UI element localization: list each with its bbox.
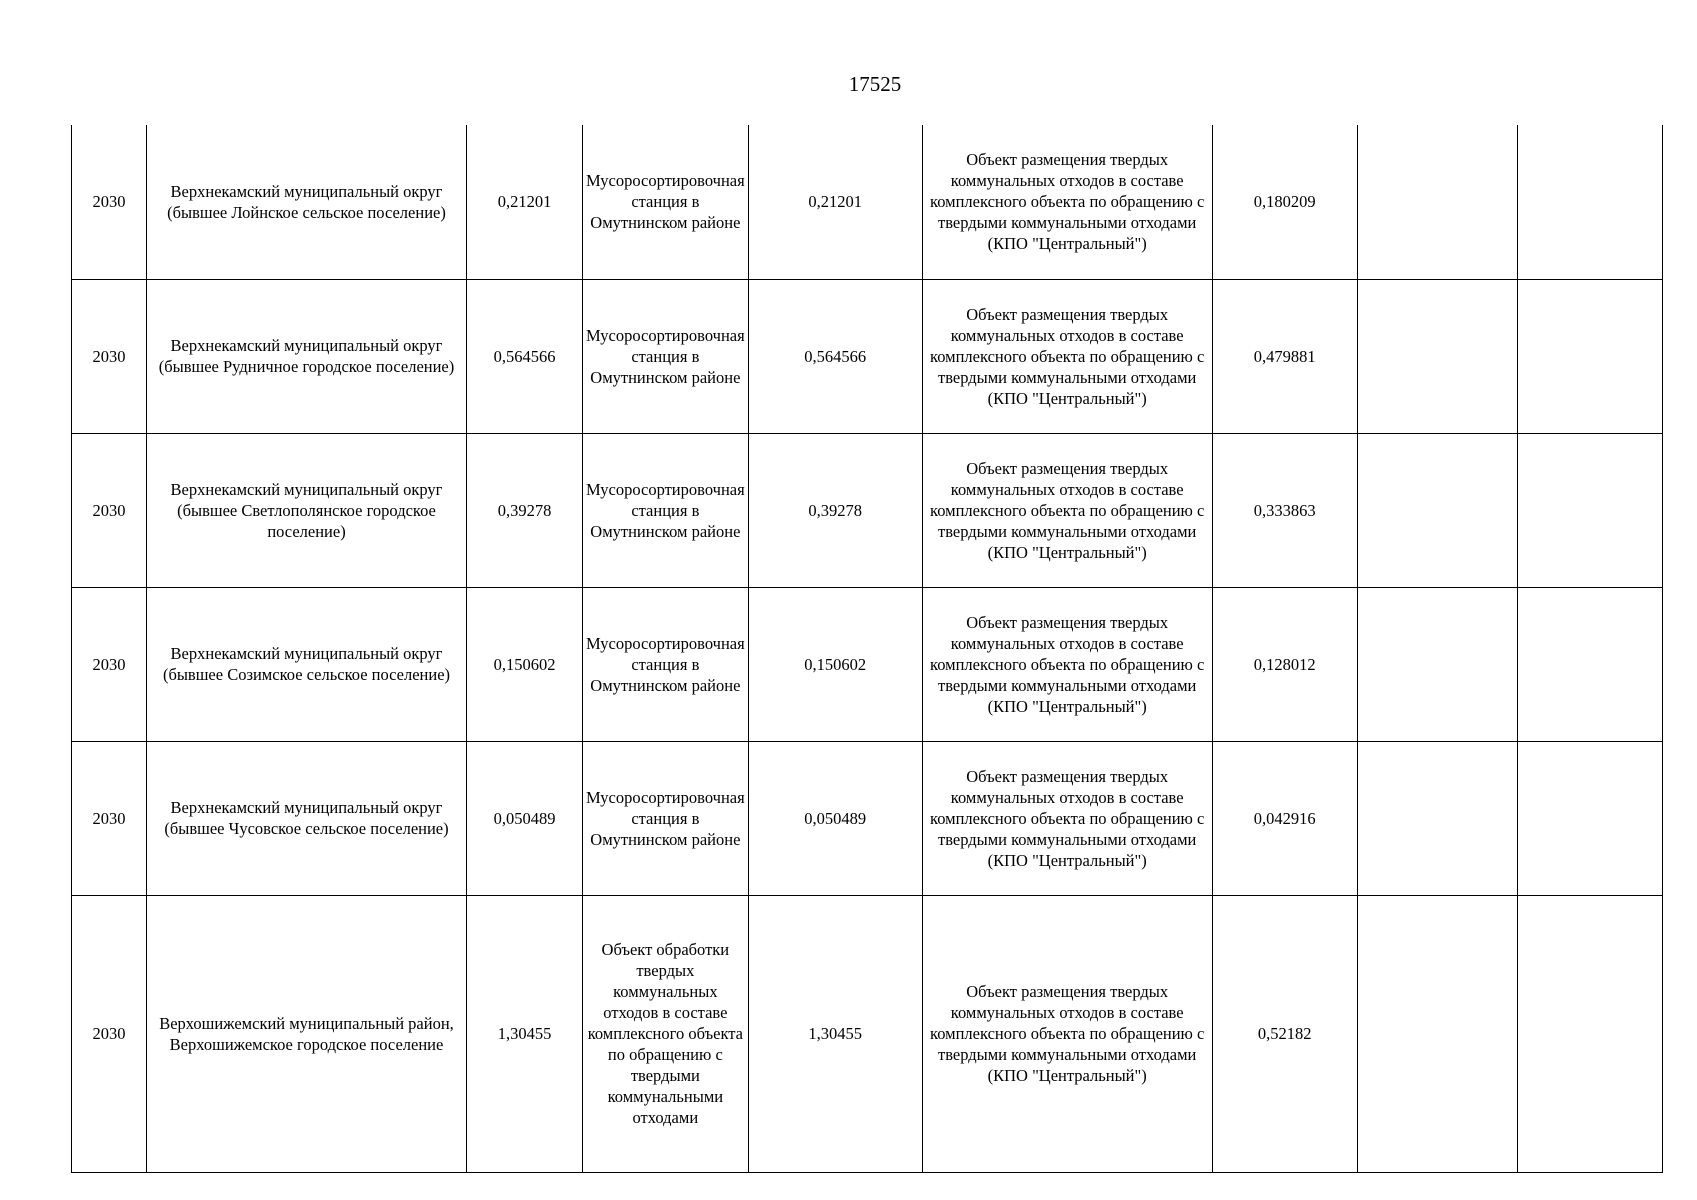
destination-volume-cell: 0,042916 [1212, 741, 1357, 895]
facility-volume-cell: 0,150602 [748, 587, 922, 741]
extra-cell [1357, 125, 1517, 279]
territory-cell: Верхошижемский муниципальный район, Верхошижемское городское поселение [147, 895, 467, 1172]
extra-cell [1357, 279, 1517, 433]
year-cell: 2030 [72, 279, 147, 433]
year-cell: 2030 [72, 587, 147, 741]
facility-volume-cell: 0,050489 [748, 741, 922, 895]
destination-cell: Объект размещения твердых коммунальных отходов в составе комплексного объекта по обращению с твердыми коммунальными отходами (КПО "Центральный") [922, 125, 1212, 279]
extra-cell [1517, 279, 1662, 433]
table-row [72, 587, 1663, 741]
destination-volume-cell: 0,333863 [1212, 433, 1357, 587]
extra-cell [1357, 741, 1517, 895]
destination-volume-cell: 0,52182 [1212, 895, 1357, 1172]
volume-cell: 0,564566 [467, 279, 583, 433]
destination-volume-cell: 0,180209 [1212, 125, 1357, 279]
destination-cell: Объект размещения твердых коммунальных отходов в составе комплексного объекта по обращению с твердыми коммунальными отходами (КПО "Центральный") [922, 895, 1212, 1172]
page-number: 17525 [848, 72, 902, 96]
year-cell: 2030 [72, 125, 147, 279]
destination-volume-cell: 0,128012 [1212, 587, 1357, 741]
extra-cell [1517, 895, 1662, 1172]
extra-cell [1357, 587, 1517, 741]
year-cell: 2030 [72, 741, 147, 895]
facility-volume-cell: 1,30455 [748, 895, 922, 1172]
territory-cell: Верхнекамский муниципальный округ (бывшее Созимское сельское поселение) [147, 587, 467, 741]
year-cell: 2030 [72, 433, 147, 587]
extra-cell [1517, 433, 1662, 587]
facility-cell: Мусоросортировочная станция в Омутнинском районе [583, 741, 749, 895]
facility-cell: Мусоросортировочная станция в Омутнинском районе [583, 587, 749, 741]
volume-cell: 0,21201 [467, 125, 583, 279]
extra-cell [1357, 433, 1517, 587]
extra-cell [1517, 587, 1662, 741]
facility-volume-cell: 0,21201 [748, 125, 922, 279]
destination-cell: Объект размещения твердых коммунальных отходов в составе комплексного объекта по обращению с твердыми коммунальными отходами (КПО "Центральный") [922, 279, 1212, 433]
table-row [72, 741, 1663, 895]
volume-cell: 1,30455 [467, 895, 583, 1172]
territory-cell: Верхнекамский муниципальный округ (бывшее Лойнское сельское поселение) [147, 125, 467, 279]
waste-flow-table [71, 125, 1663, 1173]
destination-cell: Объект размещения твердых коммунальных отходов в составе комплексного объекта по обращению с твердыми коммунальными отходами (КПО "Центральный") [922, 741, 1212, 895]
extra-cell [1517, 741, 1662, 895]
volume-cell: 0,050489 [467, 741, 583, 895]
facility-cell: Объект обработки твердых коммунальных отходов в составе комплексного объекта по обращению с твердыми коммунальными отходами [583, 895, 749, 1172]
territory-cell: Верхнекамский муниципальный округ (бывшее Чусовское сельское поселение) [147, 741, 467, 895]
destination-cell: Объект размещения твердых коммунальных отходов в составе комплексного объекта по обращению с твердыми коммунальными отходами (КПО "Центральный") [922, 433, 1212, 587]
volume-cell: 0,150602 [467, 587, 583, 741]
facility-cell: Мусоросортировочная станция в Омутнинском районе [583, 279, 749, 433]
extra-cell [1357, 895, 1517, 1172]
table-row [72, 895, 1663, 1172]
extra-cell [1517, 125, 1662, 279]
table-row [72, 125, 1663, 279]
table-row [72, 433, 1663, 587]
destination-cell: Объект размещения твердых коммунальных отходов в составе комплексного объекта по обращению с твердыми коммунальными отходами (КПО "Центральный") [922, 587, 1212, 741]
facility-volume-cell: 0,39278 [748, 433, 922, 587]
destination-volume-cell: 0,479881 [1212, 279, 1357, 433]
facility-cell: Мусоросортировочная станция в Омутнинском районе [583, 433, 749, 587]
territory-cell: Верхнекамский муниципальный округ (бывшее Светлополянское городское поселение) [147, 433, 467, 587]
facility-volume-cell: 0,564566 [748, 279, 922, 433]
volume-cell: 0,39278 [467, 433, 583, 587]
table-row [72, 279, 1663, 433]
facility-cell: Мусоросортировочная станция в Омутнинском районе [583, 125, 749, 279]
territory-cell: Верхнекамский муниципальный округ (бывшее Рудничное городское поселение) [147, 279, 467, 433]
year-cell: 2030 [72, 895, 147, 1172]
